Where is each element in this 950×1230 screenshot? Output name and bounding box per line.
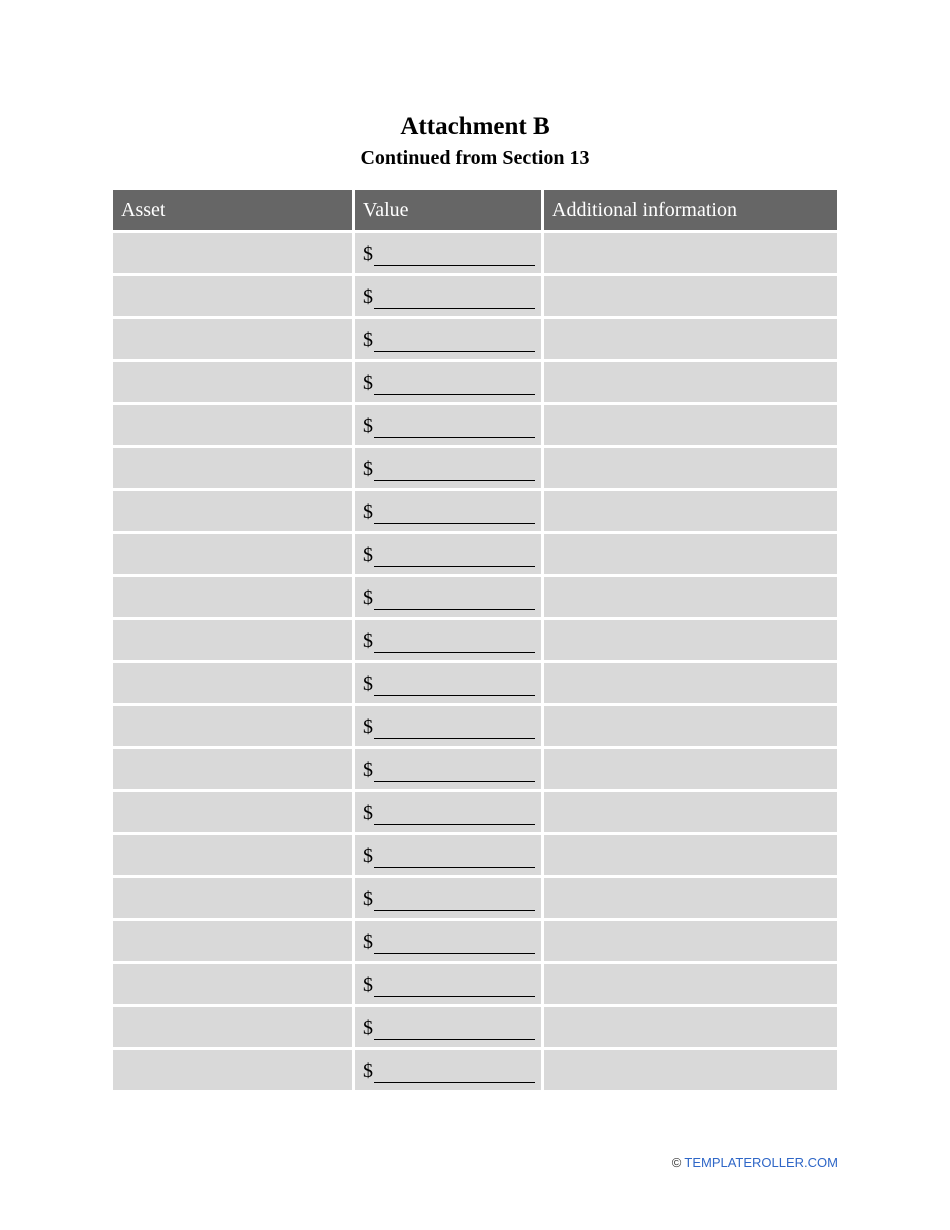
document-subtitle: Continued from Section 13 — [360, 147, 590, 169]
additional-information-field[interactable] — [544, 362, 837, 402]
currency-symbol: $ — [363, 242, 373, 265]
value-field[interactable] — [355, 405, 541, 445]
value-blank-line — [374, 546, 535, 567]
asset-field[interactable] — [113, 835, 352, 875]
currency-symbol: $ — [363, 715, 373, 738]
asset-field[interactable] — [113, 276, 352, 316]
table-row — [113, 362, 837, 402]
document-title: Attachment B — [400, 113, 550, 140]
asset-field[interactable] — [113, 663, 352, 703]
additional-information-field[interactable] — [544, 706, 837, 746]
value-entry — [363, 886, 535, 911]
value-entry — [363, 1058, 535, 1083]
footer-brand-link[interactable]: TEMPLATEROLLER.COM — [684, 1155, 838, 1170]
table-row — [113, 233, 837, 273]
additional-information-field[interactable] — [544, 491, 837, 531]
table-row — [113, 319, 837, 359]
asset-field[interactable] — [113, 878, 352, 918]
value-entry — [363, 757, 535, 782]
value-field[interactable] — [355, 878, 541, 918]
value-blank-line — [374, 761, 535, 782]
value-blank-line — [374, 331, 535, 352]
table-row — [113, 921, 837, 961]
value-field[interactable] — [355, 620, 541, 660]
value-field[interactable] — [355, 964, 541, 1004]
value-blank-line — [374, 1062, 535, 1083]
asset-field[interactable] — [113, 233, 352, 273]
additional-information-field[interactable] — [544, 749, 837, 789]
value-entry — [363, 413, 535, 438]
value-field[interactable] — [355, 663, 541, 703]
value-entry — [363, 284, 535, 309]
header-value: Value — [355, 190, 541, 230]
currency-symbol: $ — [363, 1016, 373, 1039]
asset-field[interactable] — [113, 1007, 352, 1047]
currency-symbol: $ — [363, 500, 373, 523]
additional-information-field[interactable] — [544, 319, 837, 359]
table-row — [113, 534, 837, 574]
copyright-symbol: © — [671, 1155, 682, 1170]
value-entry — [363, 585, 535, 610]
value-entry — [363, 929, 535, 954]
value-blank-line — [374, 288, 535, 309]
asset-field[interactable] — [113, 405, 352, 445]
additional-information-field[interactable] — [544, 878, 837, 918]
table-body — [113, 233, 837, 1090]
currency-symbol: $ — [363, 586, 373, 609]
value-blank-line — [374, 847, 535, 868]
value-blank-line — [374, 890, 535, 911]
table-row — [113, 276, 837, 316]
table-row — [113, 878, 837, 918]
value-blank-line — [374, 1019, 535, 1040]
currency-symbol: $ — [363, 328, 373, 351]
value-field[interactable] — [355, 706, 541, 746]
table-row — [113, 405, 837, 445]
value-entry — [363, 972, 535, 997]
value-field[interactable] — [355, 1050, 541, 1090]
value-blank-line — [374, 675, 535, 696]
additional-information-field[interactable] — [544, 1050, 837, 1090]
table-row — [113, 706, 837, 746]
value-entry — [363, 843, 535, 868]
header-additional-information: Additional information — [544, 190, 837, 230]
asset-field[interactable] — [113, 749, 352, 789]
currency-symbol: $ — [363, 844, 373, 867]
asset-field[interactable] — [113, 792, 352, 832]
asset-field[interactable] — [113, 706, 352, 746]
value-field[interactable] — [355, 491, 541, 531]
value-field[interactable] — [355, 577, 541, 617]
currency-symbol: $ — [363, 758, 373, 781]
value-blank-line — [374, 374, 535, 395]
additional-information-field[interactable] — [544, 1007, 837, 1047]
value-entry — [363, 456, 535, 481]
table-row — [113, 577, 837, 617]
additional-information-field[interactable] — [544, 405, 837, 445]
currency-symbol: $ — [363, 973, 373, 996]
table-row — [113, 835, 837, 875]
value-entry — [363, 327, 535, 352]
value-blank-line — [374, 933, 535, 954]
value-blank-line — [374, 460, 535, 481]
value-entry — [363, 370, 535, 395]
additional-information-field[interactable] — [544, 448, 837, 488]
table-row — [113, 749, 837, 789]
asset-field[interactable] — [113, 577, 352, 617]
value-entry — [363, 800, 535, 825]
asset-field[interactable] — [113, 921, 352, 961]
value-field[interactable] — [355, 792, 541, 832]
footer-credit — [672, 1154, 838, 1172]
table-row — [113, 663, 837, 703]
currency-symbol: $ — [363, 371, 373, 394]
currency-symbol: $ — [363, 543, 373, 566]
value-blank-line — [374, 632, 535, 653]
value-field[interactable] — [355, 362, 541, 402]
additional-information-field[interactable] — [544, 964, 837, 1004]
table-row — [113, 620, 837, 660]
value-blank-line — [374, 718, 535, 739]
currency-symbol: $ — [363, 672, 373, 695]
currency-symbol: $ — [363, 1059, 373, 1082]
table-header-row — [113, 190, 837, 230]
asset-field[interactable] — [113, 448, 352, 488]
additional-information-field[interactable] — [544, 620, 837, 660]
asset-field[interactable] — [113, 1050, 352, 1090]
value-entry — [363, 671, 535, 696]
value-blank-line — [374, 417, 535, 438]
header-asset: Asset — [113, 190, 352, 230]
value-entry — [363, 628, 535, 653]
value-blank-line — [374, 976, 535, 997]
asset-field[interactable] — [113, 964, 352, 1004]
currency-symbol: $ — [363, 457, 373, 480]
table-row — [113, 964, 837, 1004]
value-entry — [363, 499, 535, 524]
value-field[interactable] — [355, 835, 541, 875]
value-blank-line — [374, 804, 535, 825]
asset-field[interactable] — [113, 534, 352, 574]
value-blank-line — [374, 589, 535, 610]
currency-symbol: $ — [363, 285, 373, 308]
value-blank-line — [374, 245, 535, 266]
additional-information-field[interactable] — [544, 663, 837, 703]
currency-symbol: $ — [363, 887, 373, 910]
value-entry — [363, 542, 535, 567]
value-entry — [363, 1015, 535, 1040]
asset-table — [113, 190, 837, 1090]
additional-information-field[interactable] — [544, 276, 837, 316]
currency-symbol: $ — [363, 414, 373, 437]
additional-information-field[interactable] — [544, 534, 837, 574]
additional-information-field[interactable] — [544, 792, 837, 832]
value-entry — [363, 241, 535, 266]
additional-information-field[interactable] — [544, 921, 837, 961]
value-field[interactable] — [355, 276, 541, 316]
value-field[interactable] — [355, 534, 541, 574]
value-field[interactable] — [355, 233, 541, 273]
asset-field[interactable] — [113, 319, 352, 359]
currency-symbol: $ — [363, 801, 373, 824]
value-field[interactable] — [355, 448, 541, 488]
currency-symbol: $ — [363, 930, 373, 953]
table-row — [113, 792, 837, 832]
value-field[interactable] — [355, 749, 541, 789]
additional-information-field[interactable] — [544, 577, 837, 617]
asset-field[interactable] — [113, 362, 352, 402]
table-row — [113, 448, 837, 488]
value-field[interactable] — [355, 319, 541, 359]
value-blank-line — [374, 503, 535, 524]
value-field[interactable] — [355, 1007, 541, 1047]
value-field[interactable] — [355, 921, 541, 961]
table-row — [113, 1050, 837, 1090]
asset-field[interactable] — [113, 491, 352, 531]
asset-field[interactable] — [113, 620, 352, 660]
table-row — [113, 1007, 837, 1047]
additional-information-field[interactable] — [544, 233, 837, 273]
additional-information-field[interactable] — [544, 835, 837, 875]
value-entry — [363, 714, 535, 739]
table-row — [113, 491, 837, 531]
currency-symbol: $ — [363, 629, 373, 652]
